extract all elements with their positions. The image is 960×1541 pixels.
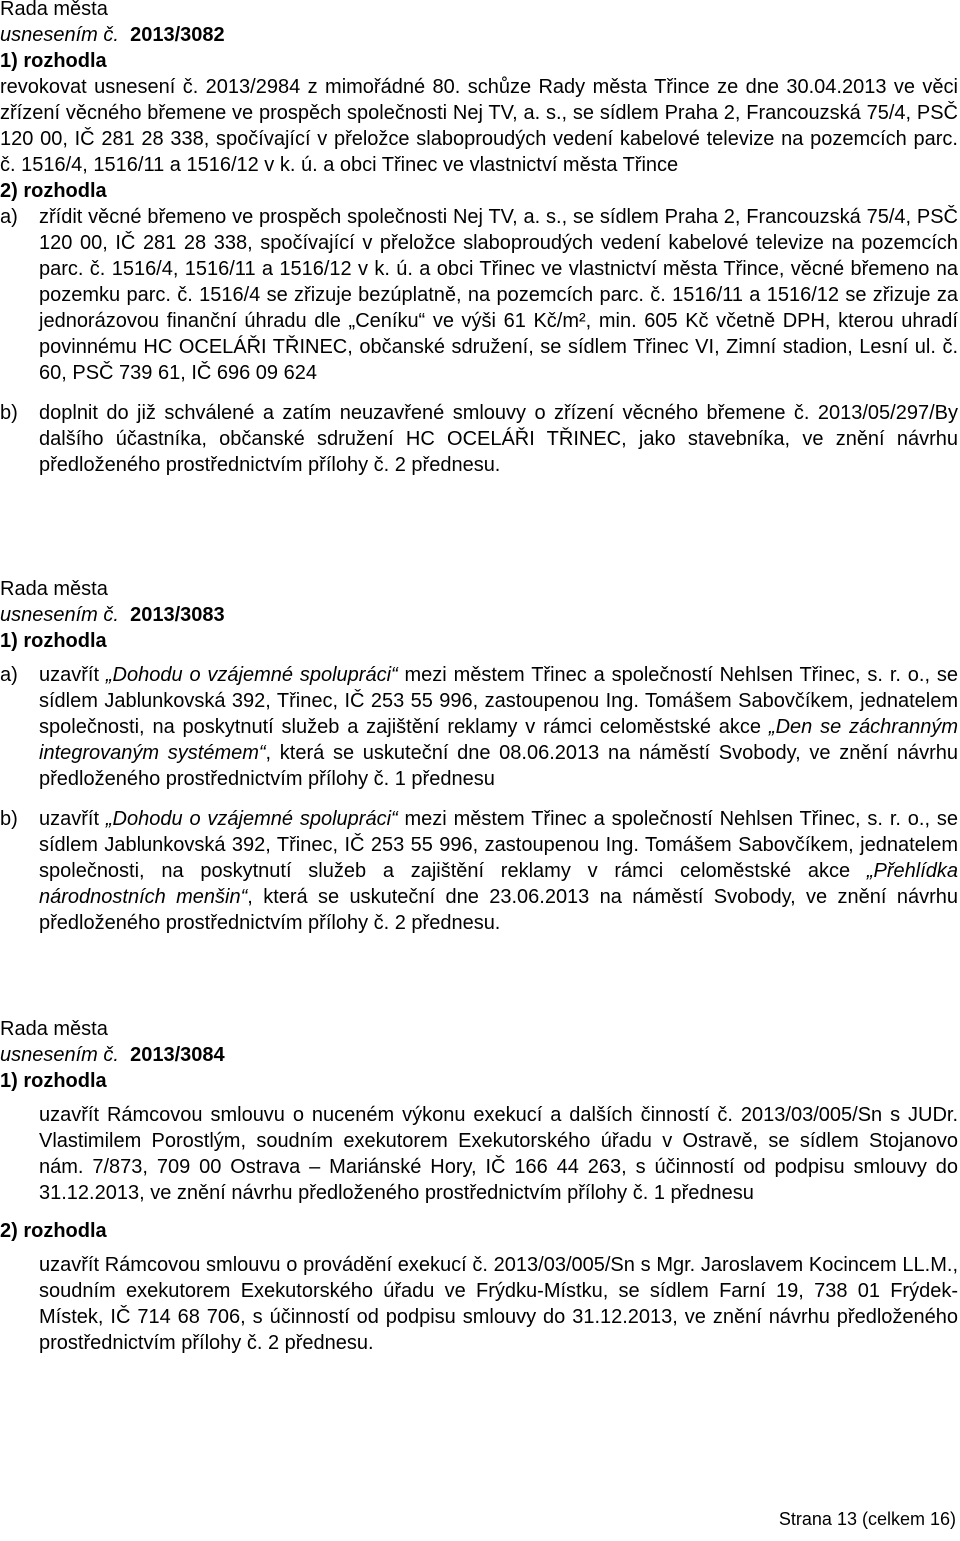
- resolution-2013-3084: [0, 1016, 958, 1356]
- decision-title: 2) rozhodla: [0, 1220, 107, 1242]
- decision-title: 1) rozhodla: [0, 630, 107, 652]
- item-text: uzavřít „Dohodu o vzájemné spolupráci“ mezi městem Třinec a společností Nehlsen Třinec, s. r. o., se sídlem Jablunkovská 392, Třinec, IČ 253 55 996, zastoupenou Ing. Tomášem Sabovčíkem, jednatelem společnosti, na poskytnutí služeb a zajištění reklamy v rámci celoměstské akce „Den se záchranným integrovaným systémem“, která se uskuteční dne 08.06.2013 na náměstí Svobody, ve znění návrhu předloženého prostřednictvím přílohy č. 1 přednesu: [39, 664, 958, 790]
- agreement-title: „Dohodu o vzájemné spolupráci“: [105, 664, 398, 686]
- decision-item-a: [0, 204, 958, 386]
- resolution-label: usnesením č.: [0, 604, 119, 626]
- event-title: „Přehlídka národnostních menšin“: [39, 860, 958, 908]
- page-number: Strana 13 (celkem 16): [778, 1509, 956, 1529]
- resolution-2013-3082: [0, 0, 958, 478]
- resolution-number-line: [0, 22, 958, 48]
- resolution-label: usnesením č.: [0, 24, 119, 46]
- item-text: doplnit do již schválené a zatím neuzavřené smlouvy o zřízení věcného břemene č. 2013/05/297/By dalšího účastníka, občanské sdružení HC OCELÁŘI TŘINEC, jako stavebníka, ve znění návrhu předloženého prostřednictvím přílohy č. 2 přednesu.: [39, 402, 958, 476]
- agreement-title: „Dohodu o vzájemné spolupráci“: [105, 808, 398, 830]
- item-marker: a): [0, 664, 18, 686]
- council-heading: Rada města: [0, 0, 108, 20]
- resolution-number: 2013/3083: [130, 604, 225, 626]
- item-marker: b): [0, 808, 18, 830]
- council-heading: Rada města: [0, 1018, 108, 1040]
- resolution-2013-3083: [0, 576, 958, 936]
- decision-text: uzavřít Rámcovou smlouvu o nuceném výkonu exekucí a dalších činností č. 2013/03/005/Sn s JUDr. Vlastimilem Porostlým, soudním exekutorem Exekutorského úřadu v Ostravě, se sídlem Stojanovo nám. 7/873, 709 00 Ostrava – Mariánské Hory, IČ 166 44 263, s účinností od podpisu smlouvy do 31.12.2013, ve znění návrhu předloženého prostřednictvím přílohy č. 1 přednesu: [39, 1104, 958, 1204]
- resolution-number: 2013/3084: [130, 1044, 225, 1066]
- decision-title: 1) rozhodla: [0, 1070, 107, 1092]
- resolution-number-line: [0, 1042, 958, 1068]
- item-marker: a): [0, 206, 18, 228]
- resolution-label: usnesením č.: [0, 1044, 119, 1066]
- item-text: uzavřít „Dohodu o vzájemné spolupráci“ mezi městem Třinec a společností Nehlsen Třinec, s. r. o., se sídlem Jablunkovská 392, Třinec, IČ 253 55 996, zastoupenou Ing. Tomášem Sabovčíkem, jednatelem společnosti, na poskytnutí služeb a zajištění reklamy v rámci celoměstské akce „Přehlídka národnostních menšin“, která se uskuteční dne 23.06.2013 na náměstí Svobody, ve znění návrhu předloženého prostřednictvím přílohy č. 2 přednesu.: [39, 808, 958, 934]
- decision-item-b: [0, 400, 958, 478]
- decision-item-a: [0, 662, 958, 792]
- item-text: zřídit věcné břemeno ve prospěch společnosti Nej TV, a. s., se sídlem Praha 2, Francouzská 75/4, PSČ 120 00, IČ 281 28 338, spočívající v přeložce slaboproudých vedení kabelové televize na pozemcích parc. č. 1516/4, 1516/11 a 1516/12 v k. ú. a obci Třinec ve vlastnictví města Třince, věcné břemeno na pozemku parc. č. 1516/4 se zřizuje bezúplatně, na pozemcích parc. č. 1516/11 a 1516/12 se zřizuje za jednorázovou finanční úhradu dle „Ceníku“ ve výši 61 Kč/m², min. 605 Kč včetně DPH, kterou uhradí povinnému HC OCELÁŘI TŘINEC, občanské sdružení, se sídlem Třinec VI, Zimní stadion, Lesní ul. č. 60, PSČ 739 61, IČ 696 09 624: [39, 206, 958, 384]
- decision-text: revokovat usnesení č. 2013/2984 z mimořádné 80. schůze Rady města Třince ze dne 30.04.2013 ve věci zřízení věcného břemene ve prospěch společnosti Nej TV, a. s., se sídlem Praha 2, Francouzská 75/4, PSČ 120 00, IČ 281 28 338, spočívající v přeložce slaboproudých vedení kabelové televize na pozemcích parc. č. 1516/4, 1516/11 a 1516/12 v k. ú. a obci Třinec ve vlastnictví města Třince: [0, 76, 958, 176]
- decision-title: 1) rozhodla: [0, 50, 107, 72]
- resolution-number-line: [0, 602, 958, 628]
- decision-text: uzavřít Rámcovou smlouvu o provádění exekucí č. 2013/03/005/Sn s Mgr. Jaroslavem Kocincem LL.M., soudním exekutorem Exekutorského úřadu ve Frýdku-Místku, se sídlem Farní 19, 738 01 Frýdek-Místek, IČ 714 68 706, s účinností od podpisu smlouvy do 31.12.2013, ve znění návrhu předloženého prostřednictvím přílohy č. 2 přednesu.: [39, 1254, 958, 1354]
- event-title: „Den se záchranným integrovaným systémem“: [39, 716, 958, 764]
- decision-title: 2) rozhodla: [0, 180, 107, 202]
- decision-item-b: [0, 806, 958, 936]
- resolution-number: 2013/3082: [130, 24, 225, 46]
- council-heading: Rada města: [0, 578, 108, 600]
- item-marker: b): [0, 402, 18, 424]
